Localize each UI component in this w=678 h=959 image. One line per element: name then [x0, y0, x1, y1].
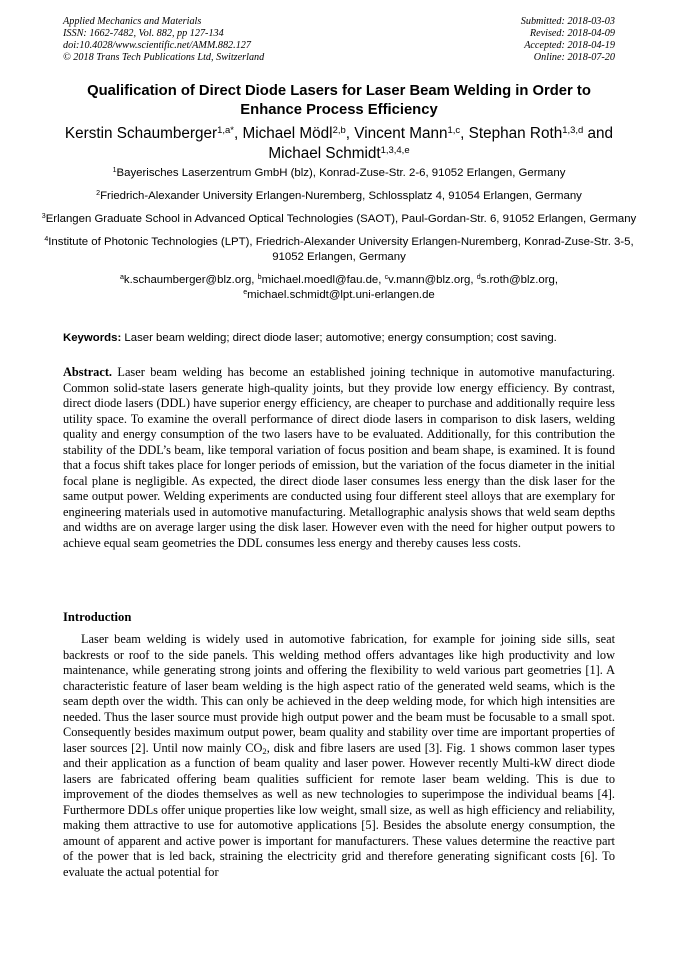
section-heading-introduction: Introduction: [63, 610, 132, 624]
journal-header: [63, 16, 615, 64]
introduction-paragraph: Laser beam welding is widely used in automotive fabrication, for example for joining side sills, seat backrests or roof to the side panels. This welding method offers advantages like high productivity and low maintenance, while generating strong joints and offering the flexibility to weld various part geometries [1]. A characteristic feature of laser beam welding is the high aspect ratio of the generated weld seams, which is the seam depth over the width. This can only be achieved in the deep welding mode, for which high intensities are needed. Thus the laser source must provide high output power and the beam must be focusable to a small spot. Consequently besides maximum output power, beam quality and stability over time are important properties of laser sources [2]. Until now mainly $CO_2$, disk and fibre lasers are used [3]. Fig. 1 shows common laser types and their application as a function of beam quality and laser power. However recently Multi-kW direct diode lasers are fabricated offering beam qualities sufficient for remote laser beam welding. This is due to improvement of the diodes themselves as well as new technologies to superimpose the individual beams [4]. Furthermore DDLs offer unique properties like low weight, small size, as well as high efficiency and reliability, making them attractive to use for automotive applications [5]. Besides the absolute energy consumption, the amount of apparent and active power is important for manufacturers. These values determine the reactive part of the power that is led back, straining the electricity grid and therefore generating significant costs [6]. To evaluate the actual potential for: [63, 632, 615, 879]
affiliation: $^4$Institute of Photonic Technologies (LPT), Friedrich-Alexander University Erlangen-Nuremberg, Konrad-Zuse-Str. 3-5, 91052 Erlangen, Germany: [44, 236, 634, 263]
journal-doi: doi:10.4028/www.scientific.net/AMM.882.127: [63, 40, 251, 51]
affiliation: $^3$Erlangen Graduate School in Advanced Optical Technologies (SAOT), Paul-Gordan-Str. 6, 91052 Erlangen, Germany: [41, 213, 637, 225]
email-link[interactable]: v.mann@blz.org,: [388, 274, 477, 286]
author: and Michael Schmidt$^{1,3,4,e}$: [268, 125, 614, 162]
author: Stephan Roth$^{1,3,d}$: [468, 124, 584, 142]
email-link[interactable]: michael.schmidt@lpt.uni-erlangen.de: [247, 289, 435, 301]
journal-info: [63, 16, 264, 64]
affiliations: [40, 166, 638, 303]
author: Vincent Mann$^{1,c}$,: [354, 124, 469, 142]
author-emails: $^a$k.schaumberger@blz.org, $^b$michael.moedl@fau.de, $^c$v.mann@blz.org, $^d$s.roth@blz.org, $^e$michael.schmidt@lpt.uni-erlangen.de: [119, 274, 559, 301]
abstract-text: Laser beam welding has become an established joining technique in automotive manufacturing. Common solid-state lasers generate high-quality joints, but they provide low energy efficiency. By contrast, direct diode lasers (DDL) have superior energy efficiency, are cheaper to purchase and additionally require less utility space. To examine the overall performance of direct diode lasers in comparison to disk lasers, welding quality and energy consumption of the two lasers have to be evaluated. Additionally, for this contribution the stability of the DDL’s beam, like temporal variation of focus position and beam shape, is examined. It is found that a focus shift takes place for longer periods of emission, but the variation of the focus diameter in the initial focal plane is negligible. As expected, the direct diode laser consumes less energy than the disk laser for the same output power. Welding experiments are conducted using four different steel alloys that are exemplary for engineering materials used in automotive manufacturing. Metallographic analysis shows that weld seam depths and widths are on average larger using the disk laser. However even with the need for higher output powers to achieve equal seam geometries the DDL consumes less energy and thereby causes less costs.: [63, 365, 615, 550]
submission-dates: [521, 16, 615, 64]
affiliation: $^2$Friedrich-Alexander University Erlangen-Nuremberg, Schlossplatz 4, 91054 Erlangen, Germany: [96, 190, 582, 202]
author-list: [40, 124, 638, 164]
keywords-label: Keywords:: [63, 332, 122, 344]
journal-copyright: © 2018 Trans Tech Publications Ltd, Switzerland: [63, 52, 265, 63]
date-online: Online: 2018-07-20: [533, 52, 615, 63]
author: Michael Mödl$^{2,b}$,: [242, 124, 355, 142]
email-link[interactable]: k.schaumberger@blz.org,: [123, 274, 258, 286]
date-revised: Revised: 2018-04-09: [529, 28, 615, 39]
keywords: [63, 331, 615, 346]
abstract: [63, 365, 615, 551]
journal-issn: ISSN: 1662-7482, Vol. 882, pp 127-134: [63, 28, 224, 39]
email-link[interactable]: michael.moedl@fau.de,: [261, 274, 385, 286]
email-link[interactable]: s.roth@blz.org,: [480, 274, 559, 286]
affiliation: $^1$Bayerisches Laserzentrum GmbH (blz), Konrad-Zuse-Str. 2-6, 91052 Erlangen, Germany: [112, 167, 566, 179]
date-submitted: Submitted: 2018-03-03: [520, 16, 615, 27]
author: Kerstin Schaumberger$^{1,a*}$,: [64, 124, 243, 142]
date-accepted: Accepted: 2018-04-19: [524, 40, 615, 51]
abstract-label: Abstract.: [63, 365, 113, 379]
paper-title: Qualification of Direct Diode Lasers for Laser Beam Welding in Order to Enhance Process Efficiency: [87, 83, 591, 118]
journal-name: Applied Mechanics and Materials: [63, 16, 202, 27]
keywords-text: Laser beam welding; direct diode laser; automotive; energy consumption; cost saving.: [121, 332, 557, 344]
